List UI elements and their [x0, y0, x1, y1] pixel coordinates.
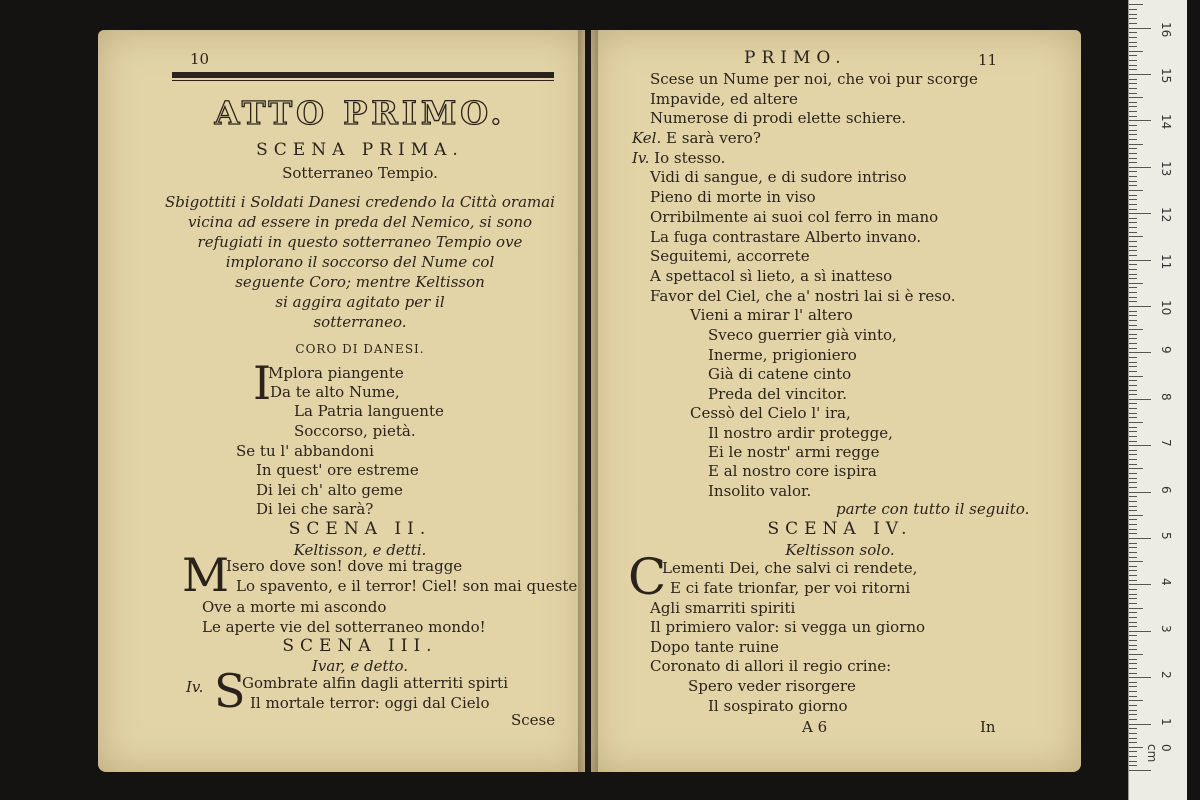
ruler-tick: [1129, 301, 1137, 302]
stage-direction-line: vicina ad essere in preda del Nemico, si sono: [187, 213, 533, 231]
dialogue-line: [650, 287, 956, 305]
ruler-tick: [1129, 69, 1137, 70]
scene-3-drop-cap: S: [214, 664, 246, 718]
ruler-tick: [1129, 181, 1137, 182]
dialogue-line: [650, 247, 810, 265]
ruler-tick: [1129, 264, 1137, 265]
aria-line: Vieni a mirar l' altero: [690, 306, 853, 324]
ruler-tick: [1129, 283, 1143, 284]
ruler-tick: [1129, 654, 1143, 655]
ruler-label: 16: [1159, 21, 1173, 37]
ruler-tick: [1129, 584, 1151, 585]
ruler-tick: [1129, 42, 1137, 43]
ruler-tick: [1129, 106, 1137, 107]
ruler-tick: [1129, 631, 1151, 632]
ruler-tick: [1129, 705, 1137, 706]
aria-line: Il nostro ardir protegge,: [708, 424, 893, 442]
ruler-tick: [1129, 570, 1137, 571]
ruler-tick: [1129, 274, 1137, 275]
chorus-drop-cap: I: [253, 356, 272, 410]
dialogue-line: [650, 90, 798, 108]
dialogue-line: [650, 228, 921, 246]
verse-line: Mplora piangente: [268, 364, 404, 382]
ruler-label: 4: [1159, 578, 1173, 587]
ruler-tick: [1129, 626, 1137, 627]
ruler-tick: [1129, 756, 1137, 757]
ruler-label: 13: [1159, 160, 1173, 177]
ruler-tick: [1129, 116, 1137, 117]
verse-line: Isero dove son! dove mi tragge: [226, 557, 463, 575]
speaker-label: Kel.: [632, 129, 662, 147]
ruler-tick: [1129, 93, 1137, 94]
verse-line: Da te alto Nume,: [270, 383, 400, 401]
ruler-label: 7: [1159, 439, 1173, 447]
ruler-tick: [1129, 292, 1137, 293]
ruler-tick: [1129, 533, 1137, 534]
ruler-tick: [1129, 79, 1137, 80]
aria-line: Ei le nostr' armi regge: [708, 443, 880, 461]
aria-line: Cessò del Cielo l' ira,: [690, 404, 851, 422]
scene-3-characters: Ivar, e detto.: [311, 657, 409, 675]
verse-line: Il mortale terror: oggi dal Cielo: [250, 694, 490, 712]
dialogue-text: E sarà vero?: [666, 129, 761, 147]
aria-line: Già di catene cinto: [708, 365, 852, 383]
ruler-tick: [1129, 46, 1137, 47]
verse-line: Il primiero valor: si vegga un giorno: [650, 618, 926, 636]
aria-line: E al nostro core ispira: [708, 462, 877, 480]
ruler-tick: [1129, 236, 1143, 237]
header-rule-thin: [172, 80, 554, 81]
ruler-tick: [1129, 580, 1137, 581]
ruler-tick: [1129, 97, 1143, 98]
ruler-tick: [1129, 724, 1151, 725]
ruler-tick: [1129, 417, 1137, 418]
aria-line: Inerme, prigioniero: [708, 346, 857, 364]
ruler-tick: [1129, 176, 1137, 177]
stage-direction-line: refugiati in questo sotterraneo Tempio ove: [197, 233, 523, 251]
verse-line: Dopo tante ruine: [650, 638, 779, 656]
ruler-tick: [1129, 195, 1137, 196]
ruler-tick: [1129, 622, 1137, 623]
verse-line: La Patria languente: [294, 402, 444, 420]
ruler-tick: [1129, 185, 1137, 186]
scene-2-title: SCENA II.: [288, 519, 432, 539]
ruler-tick: [1129, 506, 1137, 507]
ruler-tick: [1129, 130, 1137, 131]
ruler-tick: [1129, 111, 1137, 112]
scene-4-drop-cap: C: [628, 548, 667, 606]
ruler-tick: [1129, 213, 1151, 214]
ruler-tick: [1129, 598, 1137, 599]
ruler-tick: [1129, 320, 1137, 321]
header-rule: [172, 72, 554, 78]
ruler-tick: [1129, 65, 1137, 66]
ruler-tick: [1129, 190, 1143, 191]
ruler-tick: [1129, 431, 1137, 432]
aria-line: Insolito valor.: [708, 482, 812, 500]
ruler-tick: [1129, 315, 1137, 316]
ruler-tick: [1129, 691, 1137, 692]
ruler-tick: [1129, 125, 1137, 126]
running-head: PRIMO.: [744, 48, 847, 68]
verse-line: Agli smarriti spiriti: [650, 599, 796, 617]
ruler-tick: [1129, 357, 1137, 358]
catchword-right: In: [980, 718, 996, 736]
ruler-tick: [1129, 408, 1137, 409]
page-number-right: 11: [978, 51, 998, 69]
ruler-tick: [1129, 496, 1137, 497]
ruler-tick: [1129, 162, 1137, 163]
ruler-tick: [1129, 102, 1137, 103]
ruler-tick: [1129, 566, 1137, 567]
ruler-tick: [1129, 88, 1137, 89]
dialogue-text: Orribilmente ai suoi col ferro in mano: [650, 208, 939, 226]
ruler-tick: [1129, 246, 1137, 247]
ruler-label: 11: [1159, 253, 1173, 269]
ruler-tick: [1129, 557, 1137, 558]
ruler-tick: [1129, 603, 1137, 604]
scene-3-title: SCENA III.: [282, 636, 438, 656]
act-title: ATTO PRIMO.: [214, 94, 506, 132]
exit-direction: parte con tutto il seguito.: [836, 500, 1030, 518]
ruler-tick: [1129, 524, 1137, 525]
dialogue-line: [650, 267, 892, 285]
verse-line: Le aperte vie del sotterraneo mondo!: [202, 618, 486, 636]
ruler-tick: [1129, 74, 1151, 75]
chorus-heading: CORO DI DANESI.: [295, 342, 425, 356]
stage-direction-line: implorano il soccorso del Nume col: [225, 253, 495, 271]
stage-direction-line: seguente Coro; mentre Keltisson: [235, 273, 485, 291]
dialogue-line: [650, 109, 906, 127]
ruler-tick: [1129, 199, 1137, 200]
verse-line: Di lei che sarà?: [256, 500, 374, 518]
verse-line: Di lei ch' alto geme: [256, 481, 403, 499]
ruler-tick: [1129, 334, 1137, 335]
stage-direction-line: Sbigottiti i Soldati Danesi credendo la Città oramai: [165, 193, 555, 211]
ruler-tick: [1129, 552, 1137, 553]
ruler-label: 9: [1159, 346, 1173, 355]
ruler-tick: [1129, 441, 1137, 442]
ruler-tick: [1129, 148, 1137, 149]
verse-line: Se tu l' abbandoni: [236, 442, 374, 460]
ruler-tick: [1129, 403, 1137, 404]
verse-line: E ci fate trionfar, per voi ritorni: [670, 579, 911, 597]
ruler-tick: [1129, 394, 1137, 395]
verse-line: Coronato di allori il regio crine:: [650, 657, 892, 675]
ruler-tick: [1129, 250, 1137, 251]
ruler-label: 15: [1159, 68, 1173, 84]
ruler-tick: [1129, 413, 1137, 414]
measurement-ruler: [1128, 0, 1187, 800]
ruler-tick: [1129, 747, 1143, 748]
ruler-tick: [1129, 682, 1137, 683]
ruler-tick: [1129, 120, 1151, 121]
ruler-tick: [1129, 60, 1137, 61]
ruler-tick: [1129, 510, 1137, 511]
verse-line: Spero veder risorgere: [688, 677, 856, 695]
ruler-tick: [1129, 543, 1137, 544]
page-number-left: 10: [190, 50, 210, 68]
ruler-tick: [1129, 269, 1137, 270]
ruler-tick: [1129, 37, 1137, 38]
ruler-tick: [1129, 352, 1151, 353]
ruler-tick: [1129, 167, 1151, 168]
dialogue-line: [632, 129, 761, 147]
ruler-tick: [1129, 134, 1137, 135]
ruler-tick: [1129, 686, 1137, 687]
ruler-tick: [1129, 366, 1137, 367]
ruler-tick: [1129, 158, 1137, 159]
verse-line: Lo spavento, e il terror! Ciel! son mai queste: [236, 577, 578, 595]
ruler-tick: [1129, 515, 1143, 516]
ruler-tick: [1129, 14, 1137, 15]
ruler-tick: [1129, 529, 1137, 530]
ruler-tick: [1129, 32, 1137, 33]
dialogue-text: Favor del Ciel, che a' nostri lai si è reso.: [650, 287, 956, 305]
ruler-tick: [1129, 390, 1137, 391]
ruler-tick: [1129, 51, 1143, 52]
ruler-label: 8: [1159, 392, 1173, 401]
ruler-label: 2: [1159, 671, 1173, 679]
stage-direction-line: si aggira agitato per il: [275, 293, 445, 311]
ruler-tick: [1129, 23, 1137, 24]
ruler-tick: [1129, 445, 1151, 446]
ruler-tick: [1129, 255, 1137, 256]
ruler-tick: [1129, 139, 1137, 140]
ruler-tick: [1129, 4, 1143, 5]
ruler-tick: [1129, 538, 1151, 539]
aria-line: Sveco guerrier già vinto,: [708, 326, 897, 344]
ruler-tick: [1129, 733, 1137, 734]
ruler-tick: [1129, 751, 1137, 752]
ruler-tick: [1129, 260, 1151, 261]
dialogue-text: A spettacol sì lieto, a sì inatteso: [650, 267, 893, 285]
speaker-label: Iv.: [632, 149, 650, 167]
catchword-left: Scese: [511, 711, 556, 729]
signature-mark: A 6: [802, 718, 828, 736]
ruler-tick: [1129, 422, 1143, 423]
dialogue-text: Seguitemi, accorrete: [650, 247, 810, 265]
ruler-tick: [1129, 649, 1137, 650]
ruler-tick: [1129, 227, 1137, 228]
scene-1-setting: Sotterraneo Tempio.: [282, 164, 438, 182]
ruler-tick: [1129, 501, 1137, 502]
scene-2-characters: Keltisson, e detti.: [293, 541, 427, 559]
ruler-tick: [1129, 478, 1137, 479]
book-gutter: [578, 30, 598, 772]
ruler-label: 3: [1159, 624, 1173, 633]
ruler-tick: [1129, 376, 1143, 377]
ruler-tick: [1129, 561, 1143, 562]
ruler-tick: [1129, 55, 1137, 56]
verse-line: Gombrate alfin dagli atterriti spirti: [242, 674, 509, 692]
aria-line: Preda del vincitor.: [708, 385, 847, 403]
ruler-tick: [1129, 617, 1137, 618]
ruler-tick: [1129, 153, 1137, 154]
ruler-tick: [1129, 492, 1151, 493]
dialogue-text: Pieno di morte in viso: [650, 188, 816, 206]
ruler-tick: [1129, 482, 1137, 483]
ruler-tick: [1129, 677, 1151, 678]
ruler-tick: [1129, 454, 1137, 455]
ruler-tick: [1129, 659, 1137, 660]
ruler-tick: [1129, 608, 1143, 609]
ruler-tick: [1129, 700, 1143, 701]
ruler-tick: [1129, 468, 1143, 469]
ruler-tick: [1129, 436, 1137, 437]
ruler-tick: [1129, 710, 1137, 711]
ruler-tick: [1129, 459, 1137, 460]
scene-1-title: SCENA PRIMA.: [256, 140, 464, 160]
dialogue-text: La fuga contrastare Alberto invano.: [650, 228, 922, 246]
dialogue-text: Io stesso.: [654, 149, 726, 167]
ruler-tick: [1129, 18, 1137, 19]
ruler-tick: [1129, 427, 1137, 428]
ruler-tick: [1129, 306, 1151, 307]
dialogue-text: Numerose di prodi elette schiere.: [650, 109, 907, 127]
ruler-tick: [1129, 171, 1137, 172]
ruler-tick: [1129, 668, 1137, 669]
ruler-tick: [1129, 325, 1137, 326]
ruler-label: 6: [1159, 485, 1173, 494]
ruler-tick: [1129, 719, 1137, 720]
ruler-tick: [1129, 380, 1137, 381]
ruler-tick: [1129, 575, 1137, 576]
ruler-tick: [1129, 635, 1137, 636]
ruler-label: 1: [1159, 717, 1173, 726]
ruler-tick: [1129, 362, 1137, 363]
dialogue-line: [632, 149, 725, 167]
ruler-tick: [1129, 209, 1137, 210]
ruler-tick: [1129, 9, 1137, 10]
ruler-tick: [1129, 241, 1137, 242]
dialogue-line: [650, 188, 816, 206]
ruler-tick: [1129, 28, 1151, 29]
ruler-label: 10: [1159, 300, 1173, 316]
ruler-tick: [1129, 297, 1137, 298]
ruler-label: 14: [1159, 114, 1173, 130]
ruler-tick: [1129, 640, 1137, 641]
stage-direction-line: sotterraneo.: [313, 313, 407, 331]
ruler-tick: [1129, 728, 1137, 729]
ruler-tick: [1129, 287, 1137, 288]
ruler-tick: [1129, 144, 1143, 145]
ruler-tick: [1129, 232, 1137, 233]
ruler-tick: [1129, 761, 1137, 762]
verse-line: In quest' ore estreme: [256, 461, 419, 479]
ruler-tick: [1129, 742, 1137, 743]
scene-4-title: SCENA IV.: [767, 519, 913, 539]
verse-line: Il sospirato giorno: [708, 697, 848, 715]
ruler-tick: [1129, 83, 1137, 84]
dialogue-line: [650, 168, 906, 186]
dialogue-text: Vidi di sangue, e di sudore intriso: [650, 168, 907, 186]
ruler-tick: [1129, 519, 1137, 520]
dialogue-line: [650, 70, 978, 88]
dialogue-text: Scese un Nume per noi, che voi pur scorge: [650, 70, 978, 88]
ruler-tick: [1129, 645, 1137, 646]
ruler-label: 12: [1159, 207, 1173, 223]
ruler-tick: [1129, 371, 1137, 372]
ruler-tick: [1129, 464, 1137, 465]
ruler-tick: [1129, 348, 1137, 349]
ruler-tick: [1129, 547, 1137, 548]
ruler-tick: [1129, 222, 1137, 223]
ruler-tick: [1129, 311, 1137, 312]
verse-line: Lementi Dei, che salvi ci rendete,: [662, 559, 918, 577]
ruler-tick: [1129, 594, 1137, 595]
ruler-tick: [1129, 450, 1137, 451]
ruler-tick: [1129, 663, 1137, 664]
scene-2-drop-cap: M: [182, 548, 230, 602]
ruler-tick: [1129, 385, 1137, 386]
ruler-tick: [1129, 612, 1137, 613]
ruler-tick: [1129, 770, 1151, 771]
ruler-label: 0 cm: [1145, 744, 1173, 763]
verse-line: Ove a morte mi ascondo: [202, 598, 387, 616]
ruler-tick: [1129, 673, 1137, 674]
ruler-tick: [1129, 696, 1137, 697]
ruler-tick: [1129, 487, 1137, 488]
ruler-tick: [1129, 765, 1137, 766]
scene-4-characters: Keltisson solo.: [785, 541, 895, 559]
ruler-tick: [1129, 399, 1151, 400]
ruler-tick: [1129, 329, 1143, 330]
dialogue-line: [650, 208, 938, 226]
verse-line: Soccorso, pietà.: [294, 422, 416, 440]
ruler-tick: [1129, 589, 1137, 590]
ruler-label: 5: [1159, 532, 1173, 540]
ruler-tick: [1129, 714, 1137, 715]
ruler-tick: [1129, 338, 1137, 339]
ruler-tick: [1129, 738, 1137, 739]
speaker-label: Iv.: [186, 678, 204, 696]
dialogue-text: Impavide, ed altere: [650, 90, 798, 108]
ruler-tick: [1129, 218, 1137, 219]
ruler-tick: [1129, 204, 1137, 205]
ruler-tick: [1129, 473, 1137, 474]
ruler-tick: [1129, 278, 1137, 279]
ruler-tick: [1129, 343, 1137, 344]
